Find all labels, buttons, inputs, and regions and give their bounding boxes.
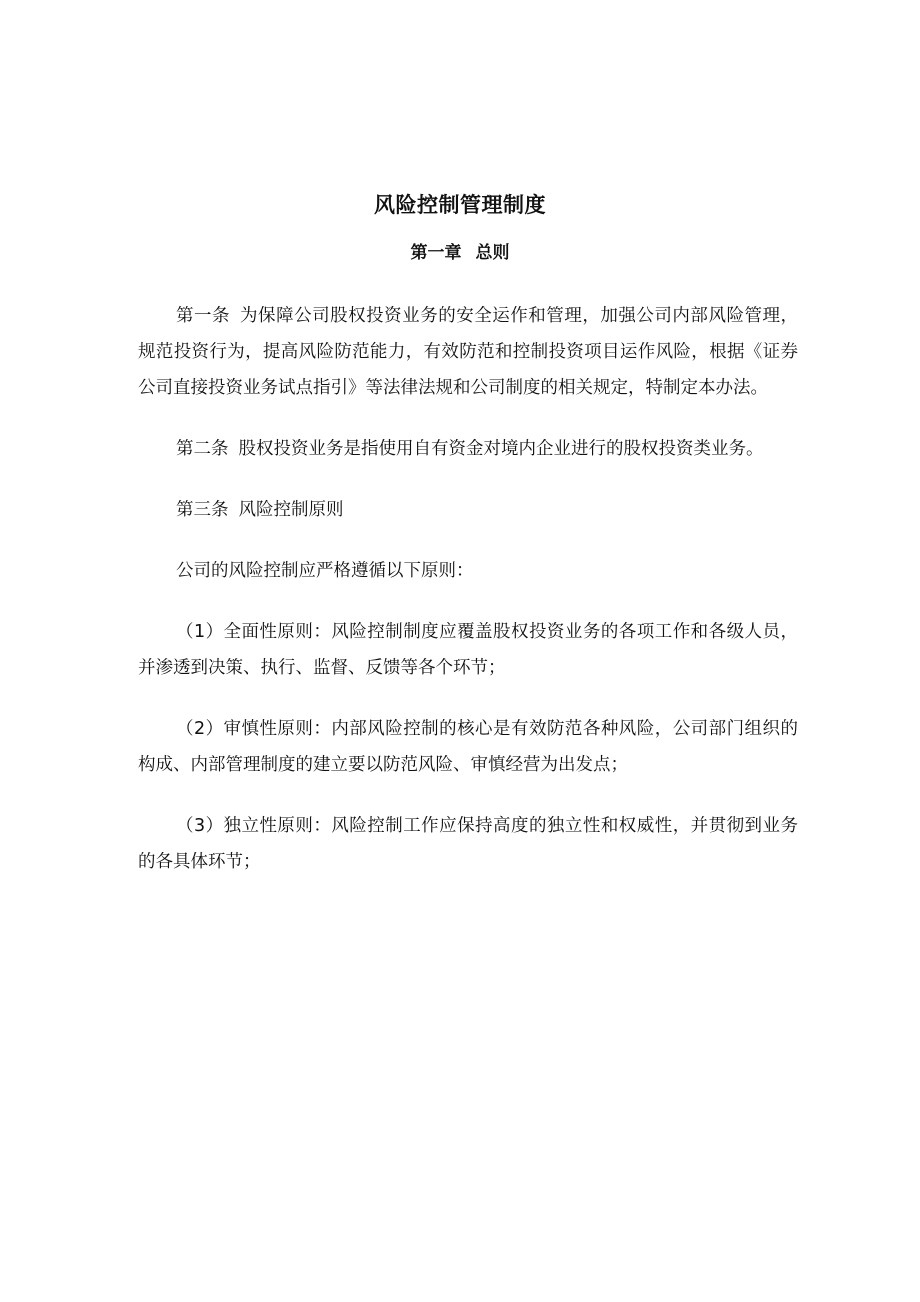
article-label: 第一条 — [176, 306, 231, 326]
principle-comprehensive — [138, 614, 798, 686]
principle-independence — [138, 808, 798, 880]
article-3 — [138, 492, 798, 528]
chapter-name: 总则 — [475, 243, 510, 263]
paragraph-text: （1）全面性原则：风险控制制度应覆盖股权投资业务的各项工作和各级人员，并渗透到决策、执行、监督、反馈等各个环节； — [138, 622, 798, 678]
paragraph-text: （2）审慎性原则：内部风险控制的核心是有效防范各种风险，公司部门组织的构成、内部管理制度的建立要以防范风险、审慎经营为出发点； — [138, 719, 798, 775]
article-text: 股权投资业务是指使用自有资金对境内企业进行的股权投资类业务。 — [238, 439, 764, 459]
article-label: 第三条 — [176, 500, 229, 520]
chapter-heading — [0, 240, 920, 266]
article-label: 第二条 — [176, 439, 229, 459]
article-text: 风险控制原则 — [238, 500, 344, 520]
chapter-number: 第一章 — [410, 243, 462, 263]
article-1 — [138, 298, 798, 406]
principle-prudence — [138, 711, 798, 783]
principles-intro — [138, 553, 798, 589]
document-body — [138, 298, 798, 905]
document-title: 风险控制管理制度 — [374, 193, 546, 217]
paragraph-text: （3）独立性原则：风险控制工作应保持高度的独立性和权威性，并贯彻到业务的各具体环节； — [138, 816, 798, 872]
paragraph-text: 公司的风险控制应严格遵循以下原则： — [176, 561, 474, 581]
article-2 — [138, 431, 798, 467]
article-text: 为保障公司股权投资业务的安全运作和管理，加强公司内部风险管理，规范投资行为，提高风险防范能力，有效防范和控制投资项目运作风险，根据《证券公司直接投资业务试点指引》等法律法规和公司制度的相关规定，特制定本办法。 — [138, 306, 798, 398]
